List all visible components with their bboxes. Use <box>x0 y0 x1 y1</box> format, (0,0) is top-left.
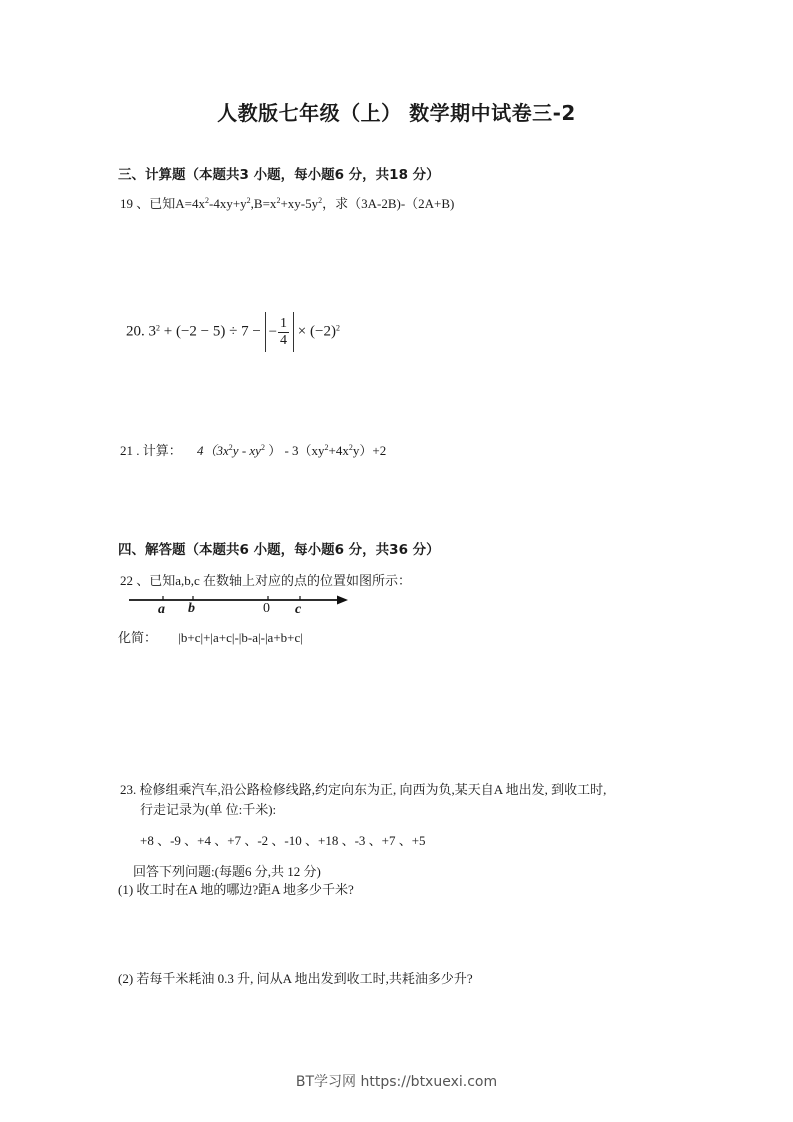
section-3-heading: 三、计算题（本题共3 小题，每小题6 分，共18 分） <box>118 167 440 183</box>
question-number: 20. <box>126 323 145 340</box>
question-number: 19 、 <box>120 196 150 211</box>
sub-question-1: (1) 收工时在A 地的哪边?距A 地多少千米? <box>118 882 354 897</box>
page-title: 人教版七年级（上） 数学期中试卷三-2 <box>217 101 576 125</box>
fraction-numerator: 1 <box>280 316 288 332</box>
q19-text: 已知A=4x <box>149 196 205 211</box>
point-label-b: b <box>188 601 195 616</box>
q21-expr: y）+2 <box>352 443 387 458</box>
q21-expr: 4（3x <box>197 443 229 458</box>
section-4-heading: 四、解答题（本题共6 小题，每小题6 分，共36 分） <box>118 542 440 558</box>
question-22: 22 、已知a,b,c 在数轴上对应的点的位置如图所示： <box>120 573 412 588</box>
question-19 <box>120 193 454 212</box>
fraction <box>278 316 289 349</box>
point-label-zero: 0 <box>263 601 270 616</box>
q20-term: × (−2) <box>294 323 336 340</box>
exponent: 2 <box>205 196 209 205</box>
simplify-label: 化简： <box>118 630 158 645</box>
question-23-line1: 23. 检修组乘汽车,沿公路检修线路,约定向东为正, 向西为负,某天自A 地出发, 到收工时, <box>120 782 607 797</box>
question-20 <box>126 312 340 352</box>
number-line <box>126 590 356 620</box>
point-label-a: a <box>158 602 165 617</box>
q19-text: ，求（3A-2B)-（2A+B) <box>322 196 455 211</box>
exponent: 2 <box>324 443 329 452</box>
exponent: 2 <box>156 323 160 333</box>
sub-question-2: (2) 若每千米耗油 0.3 升, 问从A 地出发到收工时,共耗油多少升? <box>118 971 473 986</box>
q20-term: + (−2 − 5) ÷ 7 − <box>160 323 265 340</box>
answer-instruction: 回答下列问题:(每题6 分,共 12 分) <box>133 864 321 879</box>
q21-expr: +4x <box>328 443 349 458</box>
q19-text: ,B=x <box>250 196 277 211</box>
point-label-c: c <box>295 602 302 617</box>
q20-term: 3 <box>148 323 156 340</box>
exponent: 2 <box>246 196 251 205</box>
exponent: 2 <box>318 196 323 205</box>
minus-sign: − <box>268 324 278 340</box>
exponent: 2 <box>260 443 265 452</box>
q21-expr: y - xy <box>232 443 261 458</box>
q19-text: +xy-5y <box>280 196 319 211</box>
question-21 <box>120 440 386 459</box>
question-label: 21 . 计算： <box>120 443 182 458</box>
simplify-expression: |b+c|+|a+c|-|b-a|-|a+b+c| <box>178 630 303 645</box>
exponent: 2 <box>335 323 340 333</box>
exponent: 2 <box>348 443 353 452</box>
q19-text: -4xy+y <box>209 196 247 211</box>
mileage-records: +8 、-9 、+4 、+7 、-2 、-10 、+18 、-3 、+7 、+5 <box>140 833 426 848</box>
absolute-value <box>265 312 294 352</box>
question-23-line2: 行走记录为(单 位:千米): <box>140 802 277 817</box>
exponent: 2 <box>228 443 233 452</box>
exponent: 2 <box>276 196 281 205</box>
fraction-denominator: 4 <box>280 333 288 349</box>
simplify-line <box>118 627 303 646</box>
footer-watermark: BT学习网 https://btxuexi.com <box>295 1074 498 1090</box>
q21-expr: ） - 3（xy <box>264 443 325 458</box>
